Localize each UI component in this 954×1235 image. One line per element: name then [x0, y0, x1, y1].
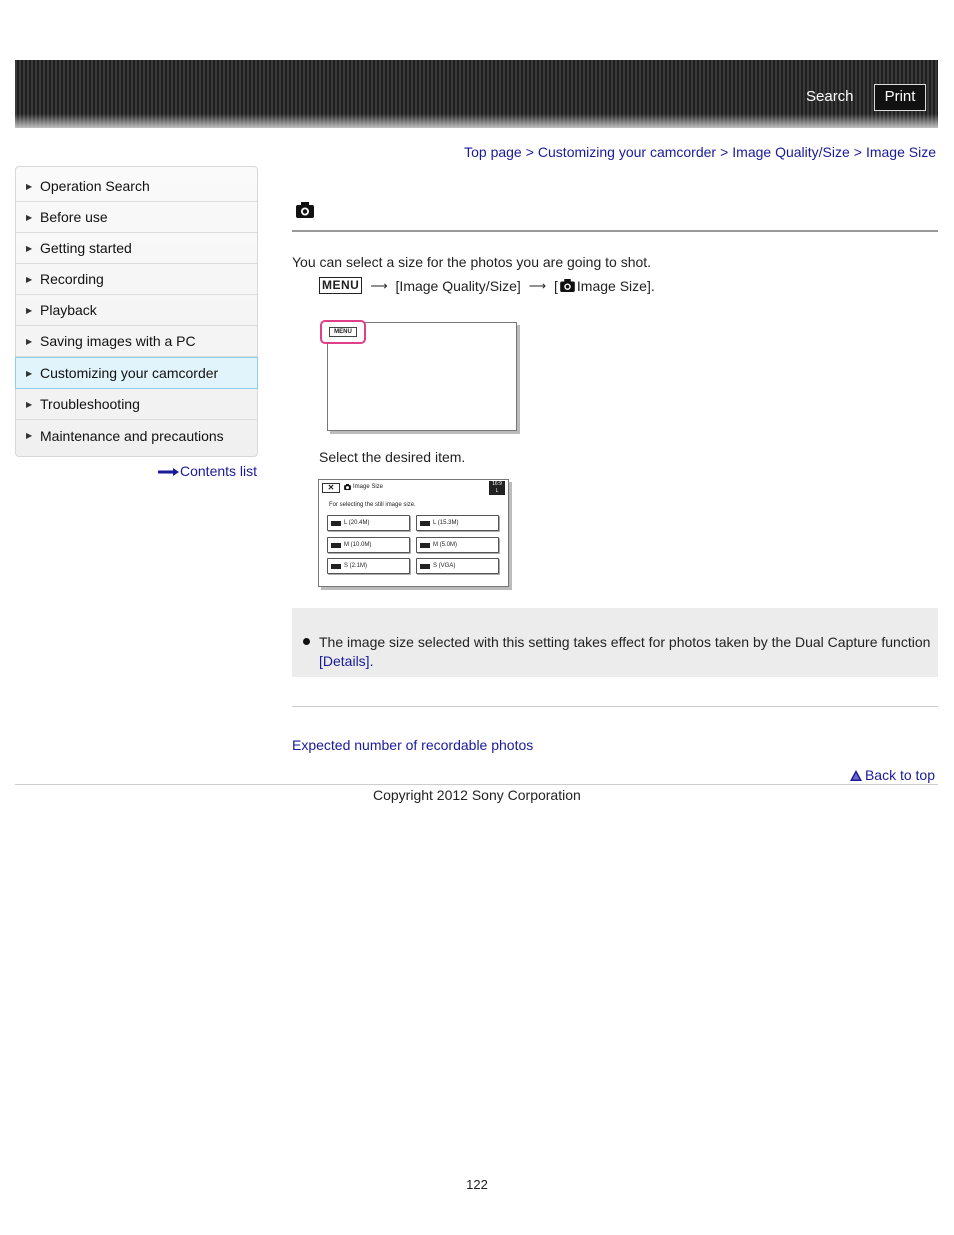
size-icon	[331, 543, 341, 548]
triangle-up-icon	[850, 770, 862, 781]
triangle-right-icon: ▶	[26, 274, 33, 284]
breadcrumb	[464, 144, 936, 160]
size-badge	[489, 481, 505, 495]
menu-button-mini: MENU	[329, 327, 357, 337]
size-icon	[331, 521, 341, 526]
arrow-right-icon: ⟶	[370, 278, 388, 293]
arrow-right-icon: ⟶	[528, 278, 547, 293]
screen-subtitle: For selecting the still image size.	[329, 502, 416, 508]
step-bracket: [	[554, 277, 558, 294]
contents-list-label: Contents list	[180, 463, 258, 479]
triangle-right-icon: ▶	[26, 305, 33, 315]
sidebar-item-label: Maintenance and precautions	[40, 427, 224, 444]
sidebar-item-label: Customizing your camcorder	[40, 365, 219, 381]
option-l-15m	[416, 515, 499, 531]
step-menu-path	[319, 277, 655, 294]
triangle-right-icon: ▶	[26, 368, 33, 378]
camera-icon	[344, 484, 351, 490]
triangle-right-icon: ▶	[26, 243, 33, 253]
sidebar-item-label: Recording	[40, 271, 104, 287]
triangle-right-icon: ▶	[26, 181, 33, 191]
step-select-item: Select the desired item.	[319, 449, 466, 465]
sidebar-item-playback[interactable]	[16, 295, 257, 326]
camera-icon	[296, 202, 314, 218]
breadcrumb-separator: >	[720, 144, 729, 160]
title-divider	[292, 230, 938, 232]
step-image-quality: [Image Quality/Size]	[395, 277, 521, 294]
arrow-right-icon	[158, 467, 180, 477]
sidebar-item-getting-started[interactable]	[16, 233, 257, 264]
sidebar-item-troubleshooting[interactable]	[16, 389, 257, 420]
badge-size: L	[495, 488, 499, 494]
camcorder-screen-menu	[327, 322, 517, 431]
sidebar-nav	[15, 166, 258, 457]
size-icon	[331, 564, 341, 569]
breadcrumb-image-quality[interactable]: Image Quality/Size	[732, 144, 850, 160]
badge-ratio: 16:9	[492, 481, 502, 487]
contents-list-link[interactable]	[158, 463, 257, 479]
screen-title-text: Image Size	[353, 484, 384, 490]
option-label: S (VGA)	[433, 563, 456, 569]
breadcrumb-customizing[interactable]: Customizing your camcorder	[537, 144, 717, 160]
related-topic-link[interactable]: Expected number of recordable photos	[292, 737, 534, 753]
sidebar-item-label: Saving images with a PC	[40, 333, 196, 349]
option-l-20m	[327, 515, 410, 531]
sidebar-item-label: Getting started	[40, 240, 132, 256]
bullet-icon	[303, 638, 310, 645]
search-link[interactable]: Search	[806, 88, 854, 105]
print-button[interactable]: Print	[874, 84, 926, 111]
intro-text: You can select a size for the photos you are going to shot.	[292, 254, 652, 270]
option-label: L (15.3M)	[433, 520, 459, 526]
breadcrumb-separator: >	[525, 144, 534, 160]
option-s-2m	[327, 558, 410, 574]
size-icon	[420, 521, 430, 526]
screen-title	[344, 484, 383, 490]
sidebar-item-label: Before use	[40, 209, 108, 225]
back-to-top-link[interactable]	[850, 767, 935, 783]
sidebar-item-operation-search[interactable]	[16, 171, 257, 202]
sidebar-item-label: Troubleshooting	[40, 396, 140, 412]
section-divider	[292, 706, 938, 707]
option-label: M (10.0M)	[344, 542, 372, 548]
menu-key-icon: MENU	[319, 277, 362, 294]
step-image-size: Image Size].	[576, 277, 655, 294]
sidebar-item-label: Playback	[40, 302, 97, 318]
sidebar-item-label: Operation Search	[40, 178, 150, 194]
details-link[interactable]: [Details].	[319, 653, 374, 669]
page-number: 122	[466, 1177, 488, 1192]
header-bar	[15, 60, 938, 128]
option-label: L (20.4M)	[344, 520, 370, 526]
close-icon: ✕	[322, 483, 340, 493]
option-label: M (5.0M)	[433, 542, 457, 548]
back-to-top-label: Back to top	[864, 767, 935, 783]
camera-icon	[560, 279, 575, 292]
size-icon	[420, 564, 430, 569]
menu-button-highlight	[320, 320, 366, 344]
note-box	[292, 608, 938, 677]
sidebar-item-recording[interactable]	[16, 264, 257, 295]
breadcrumb-top-page[interactable]: Top page	[464, 144, 522, 160]
size-icon	[420, 543, 430, 548]
triangle-right-icon: ▶	[26, 399, 33, 409]
sidebar-item-maintenance[interactable]	[16, 420, 257, 451]
sidebar-item-customizing[interactable]	[15, 357, 258, 389]
breadcrumb-separator: >	[853, 144, 862, 160]
footer-divider	[15, 784, 938, 785]
triangle-right-icon: ▶	[26, 336, 33, 346]
sidebar-item-saving-images[interactable]	[16, 326, 257, 357]
option-m-10m	[327, 537, 410, 553]
option-m-5m	[416, 537, 499, 553]
option-s-vga	[416, 558, 499, 574]
triangle-right-icon: ▶	[26, 212, 33, 222]
note-text: The image size selected with this setting takes effect for photos taken by the Dual Capture function	[319, 634, 931, 650]
triangle-right-icon: ▶	[26, 431, 33, 440]
breadcrumb-image-size[interactable]: Image Size	[865, 144, 936, 160]
copyright-text: Copyright 2012 Sony Corporation	[373, 787, 581, 803]
sidebar-item-before-use[interactable]	[16, 202, 257, 233]
camcorder-screen-image-size	[318, 479, 509, 587]
option-label: S (2.1M)	[344, 563, 368, 569]
